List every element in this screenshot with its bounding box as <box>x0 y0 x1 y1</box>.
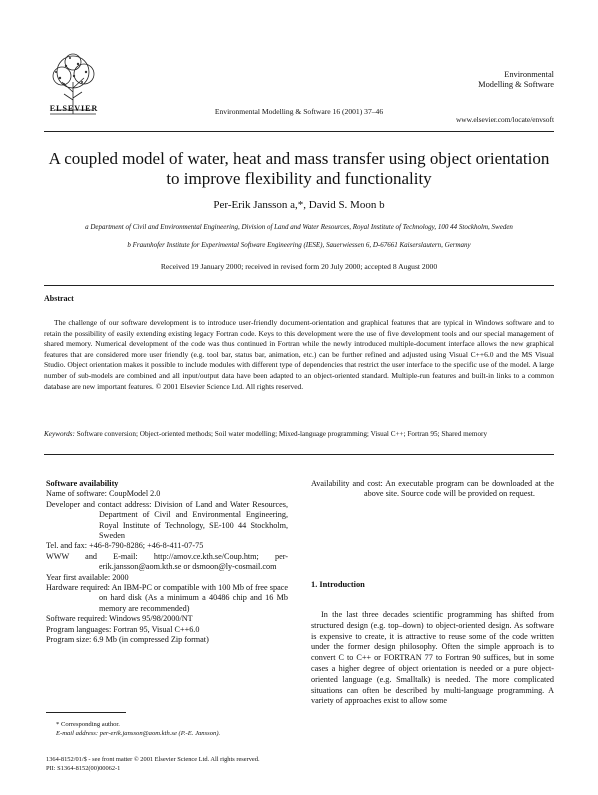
footnote-rule <box>46 712 126 713</box>
affiliation-b: b Fraunhofer Institute for Experimental Software Engineering (IESE), Sauerwiessen 6, D-67661 Kaiserslautern, Germany <box>127 241 471 249</box>
software-entry: Year first available: 2000 <box>46 572 129 582</box>
corresponding-author-note: * Corresponding author. <box>56 721 120 728</box>
pii-line: PII: S1364-8152(00)00062-1 <box>46 765 121 772</box>
brand-line-1: Environmental <box>504 70 554 79</box>
publisher-logo-label: ELSEVIER <box>49 104 99 113</box>
journal-citation: Environmental Modelling & Software 16 (2001) 37–46 <box>214 107 384 116</box>
affiliation-a: a Department of Civil and Environmental Engineering, Division of Land and Water Resources, Royal Institute of Technology, 100 44 Stockholm, Sweden <box>85 223 513 231</box>
introduction-heading: 1. Introduction <box>311 580 365 589</box>
email-note: E-mail address: per-erik.jansson@aom.kth.se (P.-E. Jansson). <box>56 730 221 737</box>
journal-url[interactable]: www.elsevier.com/locate/envsoft <box>455 115 554 124</box>
software-entry: Software required: Windows 95/98/2000/NT <box>46 614 193 624</box>
footnote <box>56 720 220 738</box>
right-column <box>311 479 554 500</box>
software-entry: Developer and contact address: Division of Land and Water Resources, Department of Civil and Environmental Engineering, Royal Institute of Technology, SE-100 44 Stockholm, Sweden <box>46 499 288 541</box>
article-title: A coupled model of water, heat and mass transfer using object orientation to improve flexibility and functionality <box>48 149 550 188</box>
availability-and-cost: Availability and cost: An executable program can be downloaded at the above site. Source code will be provided on request. <box>311 479 554 499</box>
software-entry: Hardware required: An IBM-PC or compatible with 100 Mb of free space on hard disk (As a minimum a 40486 chip and 16 Mb memory are recommended) <box>46 583 288 613</box>
author-list: Per-Erik Jansson a,*, David S. Moon b <box>213 199 385 211</box>
abstract-heading: Abstract <box>44 294 74 303</box>
abstract-top-rule <box>44 285 554 286</box>
software-entry: Program languages: Fortran 95, Visual C++6.0 <box>46 624 200 634</box>
software-availability <box>46 479 288 646</box>
keywords <box>44 429 554 439</box>
page-footer <box>46 755 260 773</box>
keywords-text: Software conversion; Object-oriented methods; Soil water modelling; Mixed-language programming; Visual C++; Fortran 95; Shared memory <box>76 430 488 438</box>
keywords-label: Keywords: <box>44 430 75 438</box>
abstract-body: The challenge of our software development is to introduce user-friendly document-orientation and graphical features that are typical in Windows software and to retain the possibility of easily extending existing legacy Fortran code. Keys to this development were the use of five development tools and our special management of shared memory. Numerical development of the code was thus continued in Fortran while the newly introduced multiple-document interface allows the new graphical features that are considered more user friendly (e.g. tool bar, status bar, animation, etc.) can be further refined and adjusted using Visual C++6.0 and the MS Visual Studio. Object orientation makes it possible to include modules with different type of dependencies that restrict the user interface to the specific use of the model. A large number of sub-models are combined and all input/output data have been adapted to an object-oriented standard. Multiple-run features and built-in links to a common database are new important features. © 2001 Elsevier Science Ltd. All rights reserved. <box>44 318 554 391</box>
received-dates: Received 19 January 2000; received in revised form 20 July 2000; accepted 8 August 2000 <box>160 262 438 271</box>
journal-brand <box>478 70 554 90</box>
software-heading: Software availability <box>46 479 119 488</box>
software-entry: Tel. and fax: +46-8-790-8286; +46-8-411-07-75 <box>46 541 204 551</box>
software-entry: Program size: 6.9 Mb (in compressed Zip format) <box>46 635 209 645</box>
brand-line-2: Modelling & Software <box>478 80 554 89</box>
header-rule <box>44 131 554 132</box>
issn-line: 1364-8152/01/$ - see front matter © 2001 Elsevier Science Ltd. All rights reserved. <box>46 756 260 763</box>
introduction-body: In the last three decades scientific programming has shifted from structured design (e.g. top–down) to object-oriented design. As software is expensive to create, it is attractive to reuse some of the code written under the former design philosophy. Often the simple approach is to convert C to C++ or FORTRAN 77 to Fortran 90 suffices, but in some cases a higher degree of object orientation is needed or a pure object-oriented language (e.g. Smalltalk) is needed. The more complicated situations can often be described by multi-language programming. A variety of approaches exist to allow some <box>311 610 554 706</box>
software-entry: WWW and E-mail: http://amov.ce.kth.se/Coup.htm; per-erik.jansson@aom.kth.se or dsmoon@ly-cosmail.com <box>46 551 288 572</box>
abstract-bottom-rule <box>44 454 554 455</box>
software-entry: Name of software: CoupModel 2.0 <box>46 489 161 499</box>
